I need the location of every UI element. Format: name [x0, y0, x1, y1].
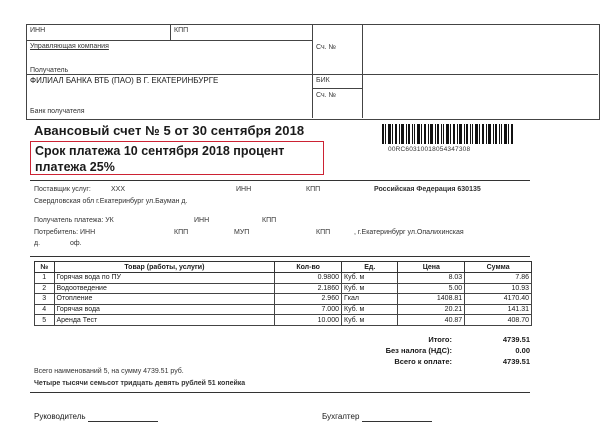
col-header-item: Товар (работы, услуги) — [54, 262, 275, 273]
payee-label: Получатель — [30, 67, 69, 74]
row-number: 2 — [35, 283, 55, 294]
vat-label: Без налога (НДС): — [385, 346, 452, 355]
amount-due-value: 4739.51 — [502, 357, 530, 366]
invoice-title: Авансовый счет № 5 от 30 сентября 2018 — [34, 123, 305, 138]
accountant-signature-blank — [362, 412, 432, 422]
consumer-kpp2-label: КПП — [316, 229, 331, 236]
row-quantity: 2.960 — [275, 294, 342, 305]
inn-label: ИНН — [30, 27, 46, 34]
provider-inn-label: ИНН — [236, 186, 252, 193]
divider — [362, 24, 363, 118]
payment-term-box — [30, 141, 324, 175]
provider-value: ХХХ — [111, 186, 126, 193]
row-item: Горячая вода по ПУ — [54, 273, 275, 284]
director-signature-line — [34, 412, 158, 422]
row-price: 40.87 — [398, 315, 465, 326]
provider-address: Свердловская обл г.Екатеринбург ул.Бауман д. — [34, 198, 188, 205]
amount-in-words: Четыре тысячи семьсот тридцать девять рублей 51 копейка — [34, 380, 246, 387]
consumer-address: , г.Екатеринбург ул.Опалихинская — [354, 229, 464, 236]
correspondent-account-label: Сч. № — [316, 92, 337, 99]
row-number: 3 — [35, 294, 55, 305]
divider — [312, 88, 362, 89]
row-sum: 4170.40 — [465, 294, 532, 305]
row-unit: Куб. м — [342, 273, 398, 284]
row-item: Водоотведение — [54, 283, 275, 294]
divider — [170, 24, 171, 40]
barcode-caption: 00RC60310018054347308 — [388, 146, 471, 153]
table-row — [35, 294, 532, 305]
bik-label: БИК — [316, 77, 330, 84]
divider — [26, 40, 312, 41]
consumer-mup: МУП — [234, 229, 250, 236]
consumer-kpp-label: КПП — [174, 229, 189, 236]
row-sum: 408.70 — [465, 315, 532, 326]
table-row — [35, 273, 532, 284]
divider — [26, 74, 598, 75]
separator-line — [30, 256, 530, 257]
row-number: 4 — [35, 304, 55, 315]
bank-name: ФИЛИАЛ БАНКА ВТБ (ПАО) В Г. ЕКАТЕРИНБУРГЕ — [30, 76, 219, 85]
accountant-label: Бухгалтер — [322, 412, 360, 421]
items-count-line: Всего наименований 5, на сумму 4739.51 руб. — [34, 368, 184, 375]
row-sum: 10.93 — [465, 283, 532, 294]
col-header-sum: Сумма — [465, 262, 532, 273]
payment-term-text: Срок платежа 10 сентября 2018 процент платежа 25% — [35, 144, 285, 174]
bank-payee-label: Банк получателя — [30, 108, 85, 115]
row-price: 5.00 — [398, 283, 465, 294]
row-unit: Куб. м — [342, 283, 398, 294]
vat-value: 0.00 — [515, 346, 530, 355]
table-row — [35, 315, 532, 326]
row-quantity: 10.000 — [275, 315, 342, 326]
amount-due-label: Всего к оплате: — [394, 357, 452, 366]
consumer-office-label: оф. — [70, 240, 82, 247]
kpp-label: КПП — [174, 27, 189, 34]
col-header-unit: Ед. — [342, 262, 398, 273]
row-price: 20.21 — [398, 304, 465, 315]
table-row — [35, 283, 532, 294]
payer-kpp-label: КПП — [262, 217, 277, 224]
row-sum: 7.86 — [465, 273, 532, 284]
barcode-image — [382, 124, 514, 144]
account-number-label: Сч. № — [316, 44, 337, 51]
total-label: Итого: — [428, 335, 452, 344]
col-header-number: № — [35, 262, 55, 273]
table-row — [35, 304, 532, 315]
separator-line — [30, 392, 530, 393]
row-quantity: 2.1860 — [275, 283, 342, 294]
consumer-house-label: д. — [34, 240, 41, 247]
row-item: Горячая вода — [54, 304, 275, 315]
col-header-quantity: Кол-во — [275, 262, 342, 273]
divider — [312, 24, 313, 118]
payer-label: Получатель платежа: УК — [34, 217, 114, 224]
row-item: Отопление — [54, 294, 275, 305]
table-header-row — [35, 262, 532, 273]
separator-line — [30, 180, 530, 181]
row-number: 1 — [35, 273, 55, 284]
consumer-label: Потребитель: ИНН — [34, 229, 96, 236]
director-signature-blank — [88, 412, 158, 422]
director-label: Руководитель — [34, 412, 86, 421]
col-header-price: Цена — [398, 262, 465, 273]
row-item: Аренда Тест — [54, 315, 275, 326]
row-price: 1408.81 — [398, 294, 465, 305]
bank-requisites-box — [26, 24, 600, 120]
recipient-label: Управляющая компания — [30, 43, 109, 50]
provider-country: Российская Федерация 630135 — [374, 186, 481, 193]
row-quantity: 7.000 — [275, 304, 342, 315]
payer-inn-label: ИНН — [194, 217, 210, 224]
items-table — [34, 261, 532, 326]
row-unit: Куб. м — [342, 304, 398, 315]
accountant-signature-line — [322, 412, 432, 422]
row-unit: Гкал — [342, 294, 398, 305]
row-number: 5 — [35, 315, 55, 326]
provider-label: Поставщик услуг: — [34, 186, 91, 193]
row-sum: 141.31 — [465, 304, 532, 315]
row-quantity: 0.9800 — [275, 273, 342, 284]
row-unit: Куб. м — [342, 315, 398, 326]
total-value: 4739.51 — [502, 335, 530, 344]
row-price: 8.03 — [398, 273, 465, 284]
provider-kpp-label: КПП — [306, 186, 321, 193]
